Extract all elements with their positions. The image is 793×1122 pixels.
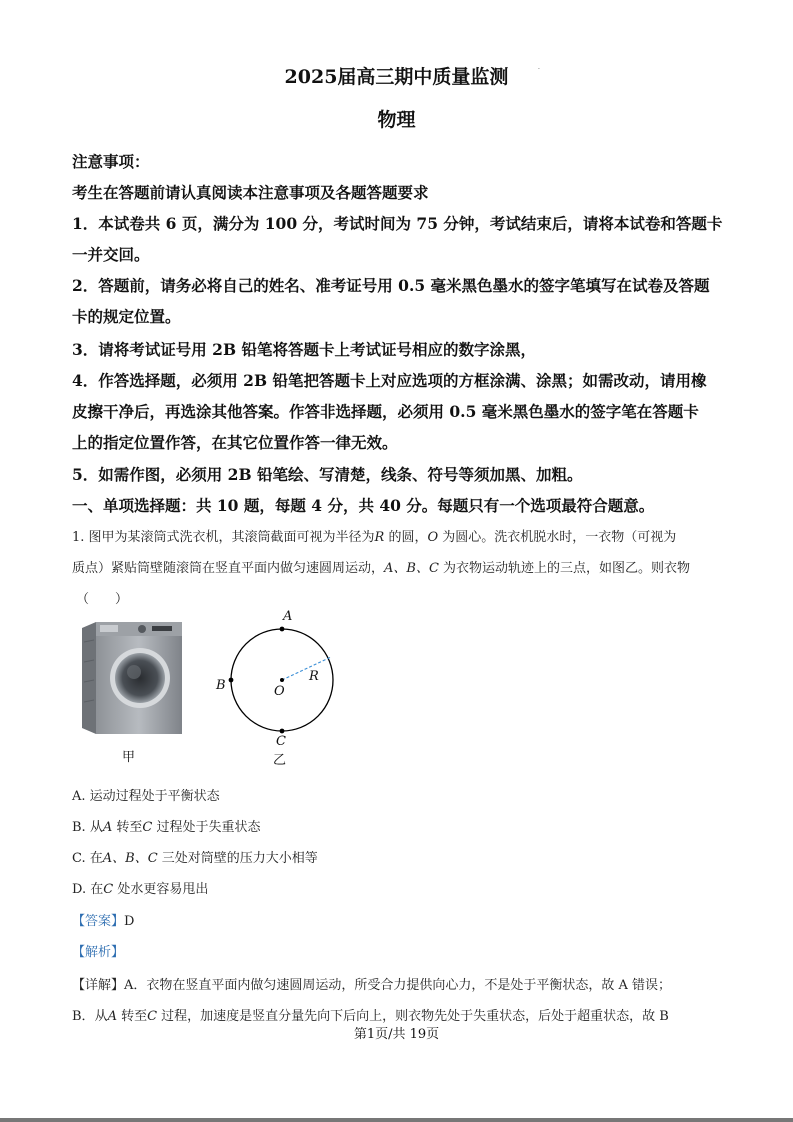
subject-title: 物理 (377, 109, 416, 131)
section-heading: 一、单项选择题：共 10 题，每题 4 分，共 40 分。每题只有一个选项最符合题意。 (72, 496, 655, 515)
option-a: A. 运动过程处于平衡状态 (72, 789, 220, 804)
option-text: C. 在 (72, 851, 103, 866)
math-symbol: O (427, 530, 439, 545)
stem-text: 为衣物运动轨迹上的三点，如图乙。则衣物 (438, 561, 691, 576)
question-stem-line (72, 526, 676, 545)
point-o-label: O (274, 684, 285, 699)
detail-text: 转至 (116, 1009, 148, 1024)
option-text: 三处对筒壁的压力大小相等 (157, 851, 318, 866)
answer-line (72, 910, 134, 929)
stem-text: 1. 图甲为某滚筒式洗衣机，其滚筒截面可视为半径为 (72, 530, 375, 545)
detail-text: B．从 (72, 1009, 108, 1024)
option-text: B. 从 (72, 820, 103, 835)
analysis-tag: 【解析】 (72, 945, 125, 960)
detail-line (72, 974, 671, 993)
question-stem-line (72, 557, 690, 576)
math-symbol: A (107, 1009, 117, 1024)
math-symbol: C (147, 1009, 158, 1024)
answer-value: D (124, 914, 135, 929)
bottom-divider (0, 1118, 793, 1122)
math-symbol: R (374, 530, 385, 545)
detail-line (72, 1005, 669, 1024)
option-c (72, 847, 318, 866)
point-b-dot (229, 678, 234, 683)
point-c-label: C (276, 734, 286, 749)
detail-tag: 【详解】 (72, 978, 125, 993)
center-dot (280, 678, 284, 682)
washing-machine-image (82, 622, 182, 734)
answer-blank: （ ） (76, 592, 129, 607)
option-text: 处水更容易甩出 (113, 882, 209, 897)
notice-line: 1．本试卷共 6 页，满分为 100 分，考试时间为 75 分钟，考试结束后，请将本试卷和答题卡 (72, 214, 723, 233)
exam-title: 2025届高三期中质量监测 (284, 66, 509, 88)
stem-text: 的圆， (384, 530, 428, 545)
radius-line (282, 657, 331, 680)
point-a-dot (280, 627, 285, 632)
notice-line: 一并交回。 (72, 245, 150, 264)
notice-line: 卡的规定位置。 (72, 307, 181, 326)
notice-line: 3．请将考试证号用 2B 铅笔将答题卡上考试证号相应的数字涂黑， (72, 340, 536, 359)
option-d (72, 878, 208, 897)
option-text: 过程处于失重状态 (152, 820, 261, 835)
corner-mark: · (538, 66, 540, 73)
figure-label-jia: 甲 (122, 750, 136, 765)
option-text: 转至 (112, 820, 143, 835)
stem-text: 质点）紧贴筒壁随滚筒在竖直平面内做匀速圆周运动， (72, 561, 385, 576)
radius-label: R (309, 669, 319, 684)
notice-intro: 考生在答题前请认真阅读本注意事项及各题答题要求 (72, 183, 429, 202)
stem-text: 为圆心。洗衣机脱水时，一衣物（可视为 (438, 530, 677, 545)
figure-label-yi: 乙 (273, 753, 287, 768)
point-b-label: B (216, 678, 226, 693)
math-symbol: C (142, 820, 153, 835)
notice-line: 5．如需作图，必须用 2B 铅笔绘、写清楚，线条、符号等须加黑、加粗。 (72, 465, 583, 484)
math-symbol: A、B、C (384, 561, 439, 576)
point-c-dot (280, 729, 285, 734)
option-b (72, 816, 260, 835)
circle-diagram (208, 608, 338, 768)
math-symbol: C (103, 882, 114, 897)
page-number: 第1页/共 19页 (353, 1027, 440, 1042)
detail-text: A．衣物在竖直平面内做匀速圆周运动，所受合力提供向心力，不是处于平衡状态，故 A 错误； (124, 978, 672, 993)
point-a-label: A (283, 609, 293, 624)
notice-heading: 注意事项： (72, 152, 150, 171)
option-text: D. 在 (72, 882, 104, 897)
detail-text: 过程，加速度是竖直分量先向下后向上，则衣物先处于失重状态，后处于超重状态，故 B (157, 1009, 669, 1024)
notice-line: 2．答题前，请务必将自己的姓名、准考证号用 0.5 毫米黑色墨水的签字笔填写在试卷及答题 (72, 276, 710, 295)
notice-line: 上的指定位置作答，在其它位置作答一律无效。 (72, 433, 398, 452)
notice-line: 皮擦干净后，再选涂其他答案。作答非选择题，必须用 0.5 毫米黑色墨水的签字笔在答题卡 (72, 402, 699, 421)
notice-line: 4．作答选择题，必须用 2B 铅笔把答题卡上对应选项的方框涂满、涂黑；如需改动，请用橡 (72, 371, 707, 390)
math-symbol: A、B、C (102, 851, 158, 866)
math-symbol: A (102, 820, 113, 835)
answer-tag: 【答案】 (72, 914, 125, 929)
